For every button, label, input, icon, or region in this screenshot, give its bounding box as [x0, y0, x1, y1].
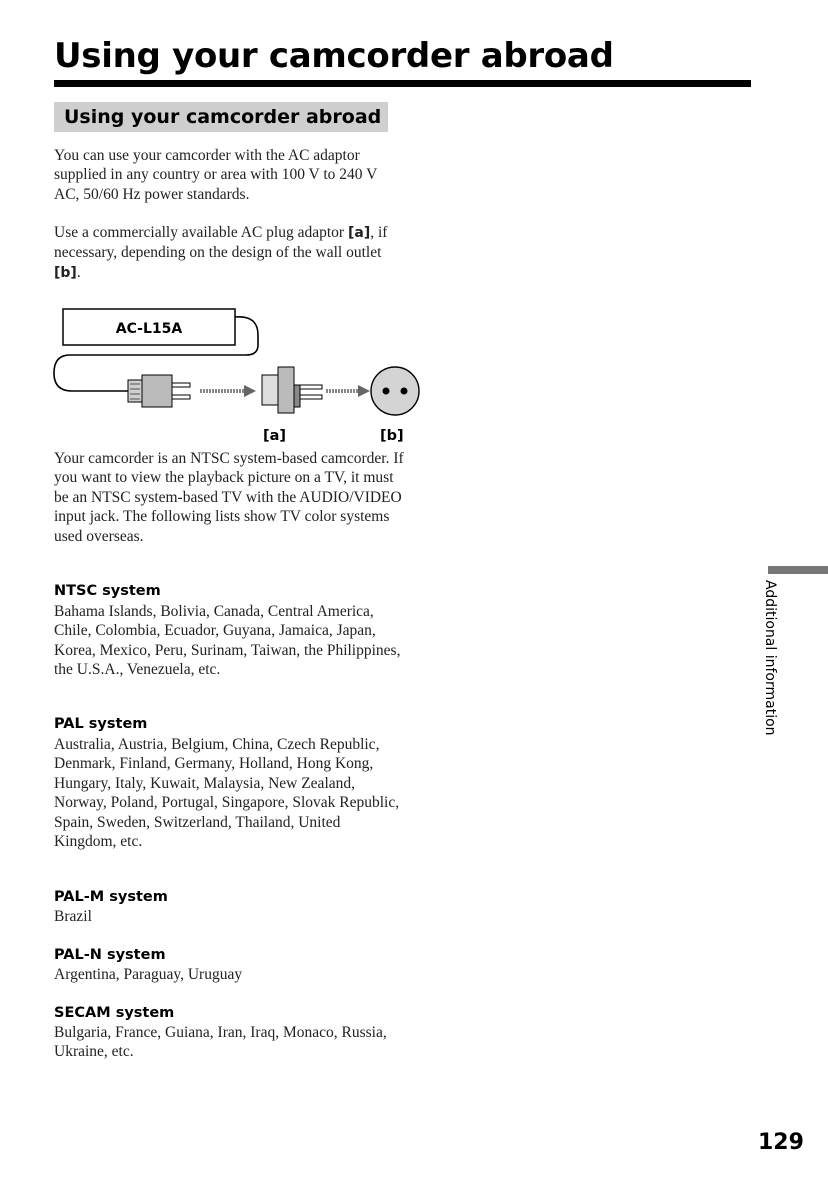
plug-text-3: .: [76, 263, 81, 281]
ntsc-intro-paragraph: Your camcorder is an NTSC system-based camcorder. If you want to view the playback picture on a TV, it must be an NTSC system-based TV with the AUDIO/VIDEO input jack. The following lists show TV color systems used overseas.: [54, 450, 404, 545]
figure-label-b: [b]: [380, 428, 404, 444]
arrow-right-icon: [326, 385, 370, 397]
cord-plug-icon: [128, 375, 190, 407]
plug-adaptor-figure: [50, 305, 430, 425]
page-number: 129: [758, 1130, 804, 1155]
intro-paragraph: You can use your camcorder with the AC adaptor supplied in any country or area with 100 V to 240 V AC, 50/60 Hz power standards.: [54, 147, 378, 203]
ntsc-countries: Bahama Islands, Bolivia, Canada, Central America, Chile, Colombia, Ecuador, Guyana, Jamaica, Japan, Korea, Mexico, Peru, Surinam, Taiwan, the Philippines, the U.S.A., Venezuela, etc.: [54, 603, 401, 679]
pal-n-countries: Argentina, Paraguay, Uruguay: [54, 966, 243, 983]
title-rule: [54, 80, 751, 87]
pal-countries: Australia, Austria, Belgium, China, Czech Republic, Denmark, Finland, Germany, Holland, Hong Kong, Hungary, Italy, Kuwait, Malaysia, New Zealand, Norway, Poland, Portugal, Singapore, Slovak Republic, Spain, Sweden, Switzerland, Thailand, United Kingdom, etc.: [54, 736, 400, 851]
secam-countries: Bulgaria, France, Guiana, Iran, Iraq, Monaco, Russia, Ukraine, etc.: [54, 1024, 387, 1061]
side-tab-marker: [768, 566, 828, 574]
plug-adaptor-icon: [262, 367, 322, 413]
ref-b: [b]: [54, 264, 77, 281]
secam-system-heading: SECAM system: [54, 1005, 175, 1021]
side-tab-label: [740, 580, 800, 740]
pal-m-system-heading: PAL-M system: [54, 889, 168, 905]
pal-m-countries: Brazil: [54, 908, 92, 925]
figure-label-a: [a]: [263, 428, 287, 444]
pal-n-system-heading: PAL-N system: [54, 947, 166, 963]
page-title: Using your camcorder abroad: [54, 36, 614, 76]
ntsc-system-heading: NTSC system: [54, 583, 161, 599]
plug-adaptor-paragraph: [54, 223, 404, 283]
pal-system-heading: PAL system: [54, 716, 148, 732]
plug-text-2: , if necessary, depending on the design of the wall outlet: [54, 224, 388, 262]
wall-outlet-icon: [371, 367, 419, 415]
ref-a: [a]: [347, 225, 371, 241]
plug-illustration: [50, 305, 430, 425]
arrow-right-icon: [200, 385, 256, 397]
plug-text-1: Use a commercially available AC plug adaptor: [54, 224, 348, 241]
section-heading: Using your camcorder abroad: [54, 102, 388, 132]
adaptor-label-text: AC-L15A: [115, 321, 183, 337]
side-tab-text: Additional information: [762, 580, 778, 736]
